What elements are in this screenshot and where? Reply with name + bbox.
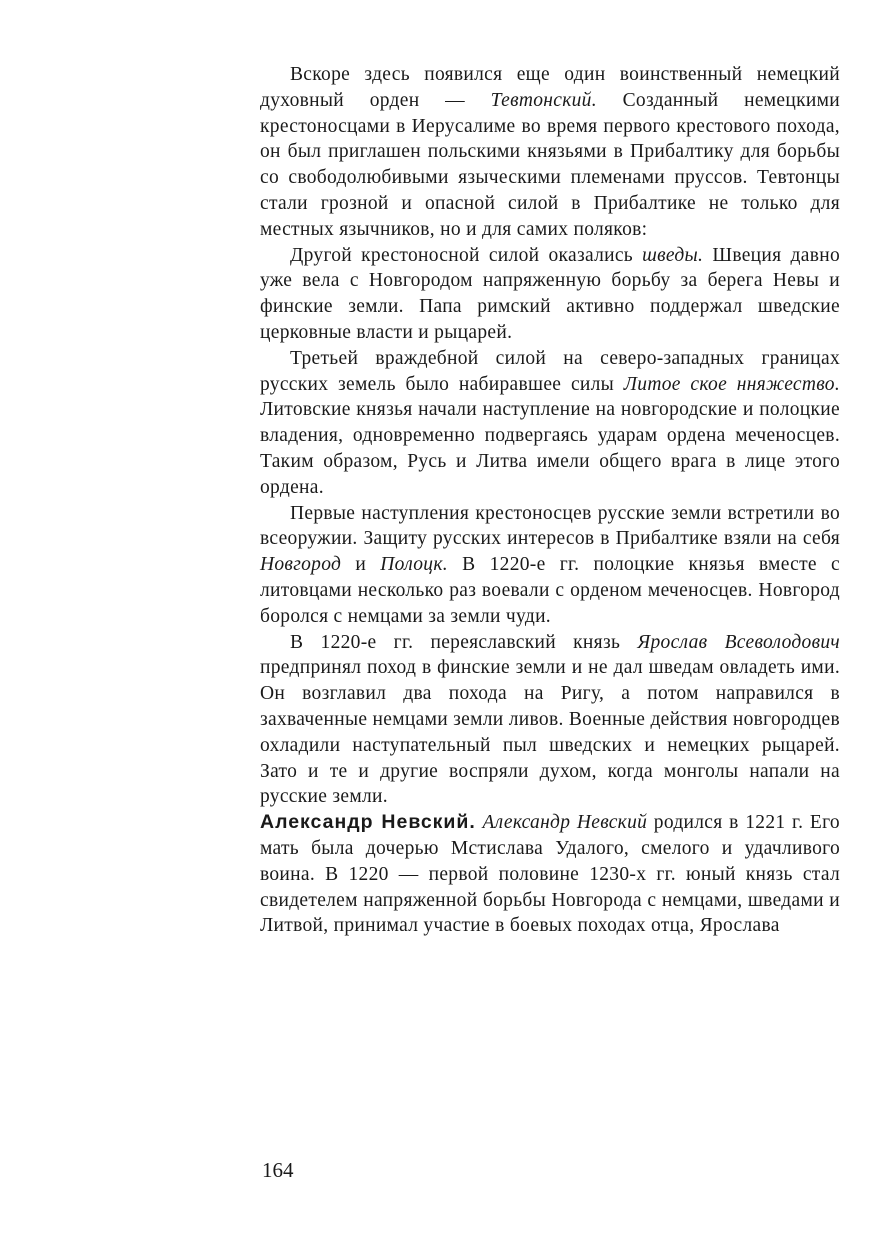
- italic-term: шведы.: [642, 244, 704, 266]
- italic-term: Тевтонский.: [490, 89, 597, 111]
- paragraph-swedes: [260, 243, 840, 346]
- italic-term: Полоцк.: [380, 554, 448, 576]
- page-body: [260, 62, 840, 939]
- text-segment: родился в 1221 г. Его мать была дочерью Мстислава Удалого, смелого и удачливого воина. В 1220 — первой половине 1230-х гг. юный князь стал свидетелем напряженной борьбы Новгорода с немцами, шведами и Литвой, принимал участие в боевых походах отца, Ярослава: [260, 812, 840, 937]
- italic-term: Ярослав Всеволодович: [637, 631, 840, 653]
- text-segment: Вскоре здесь появился еще один воинственный немецкий духовный орден —: [260, 64, 840, 111]
- italic-term: Новгород: [260, 554, 342, 576]
- text-segment: Третьей враждебной силой на северо-западных границах русских земель было набиравшее силы: [260, 347, 840, 395]
- paragraph-first-offensives: [260, 501, 840, 630]
- text-segment: Другой крестоносной силой оказались: [290, 244, 643, 266]
- text-segment: Созданный немецкими крестоносцами в Иерусалиме во время первого крестового похода, он был приглашен польскими князьями в Прибалтику для борьбы со свободолюбивыми языческими племенами пруссов. Тевтонцы стали грозной и опасной силой в Прибалтике не только для местных язычников, но и для самих поляков:: [260, 89, 840, 240]
- italic-term: Александр Невский: [482, 812, 648, 834]
- italic-term: Литое ское нняжество.: [623, 373, 840, 395]
- text-segment: В 1220-е гг. полоцкие князья вместе с литовцами несколько раз воевали с орденом меченосцев. Новгород боролся с немцами за земли чуди.: [260, 554, 840, 627]
- section-heading: Александр Невский.: [260, 811, 476, 834]
- paragraph-teutonic-order: [260, 62, 840, 243]
- text-segment: Первые наступления крестоносцев русские земли встретили во всеоружии. Защиту русских интересов в Прибалтике взяли на себя: [260, 502, 840, 550]
- text-segment: предпринял поход в финские земли и не дал шведам овладеть ими. Он возглавил два похода на Ригу, а потом направился в захваченные немцами земли ливов. Военные действия новгородцев охладили наступательный пыл шведских и немецких рыцарей. Зато и те и другие воспряли духом, когда монголы напали на русские земли.: [260, 657, 840, 808]
- text-segment: В 1220-е гг. переяславский князь: [290, 631, 638, 653]
- paragraph-alexander-nevsky: [260, 810, 840, 939]
- page-number: 164: [262, 1158, 294, 1182]
- text-segment: и: [341, 554, 381, 576]
- text-segment: Швеция давно уже вела с Новгородом напряженную борьбу за берега Невы и финские земли. Папа римский активно поддержал шведские церковные власти и рыцарей.: [260, 244, 840, 343]
- text-segment: Литовские князья начали наступление на новгородские и полоцкие владения, одновременно подвергаясь ударам ордена меченосцев. Таким образом, Русь и Литва имели общего врага в лице этого ордена.: [260, 399, 840, 498]
- paragraph-yaroslav: [260, 630, 840, 811]
- paragraph-lithuania: [260, 346, 840, 501]
